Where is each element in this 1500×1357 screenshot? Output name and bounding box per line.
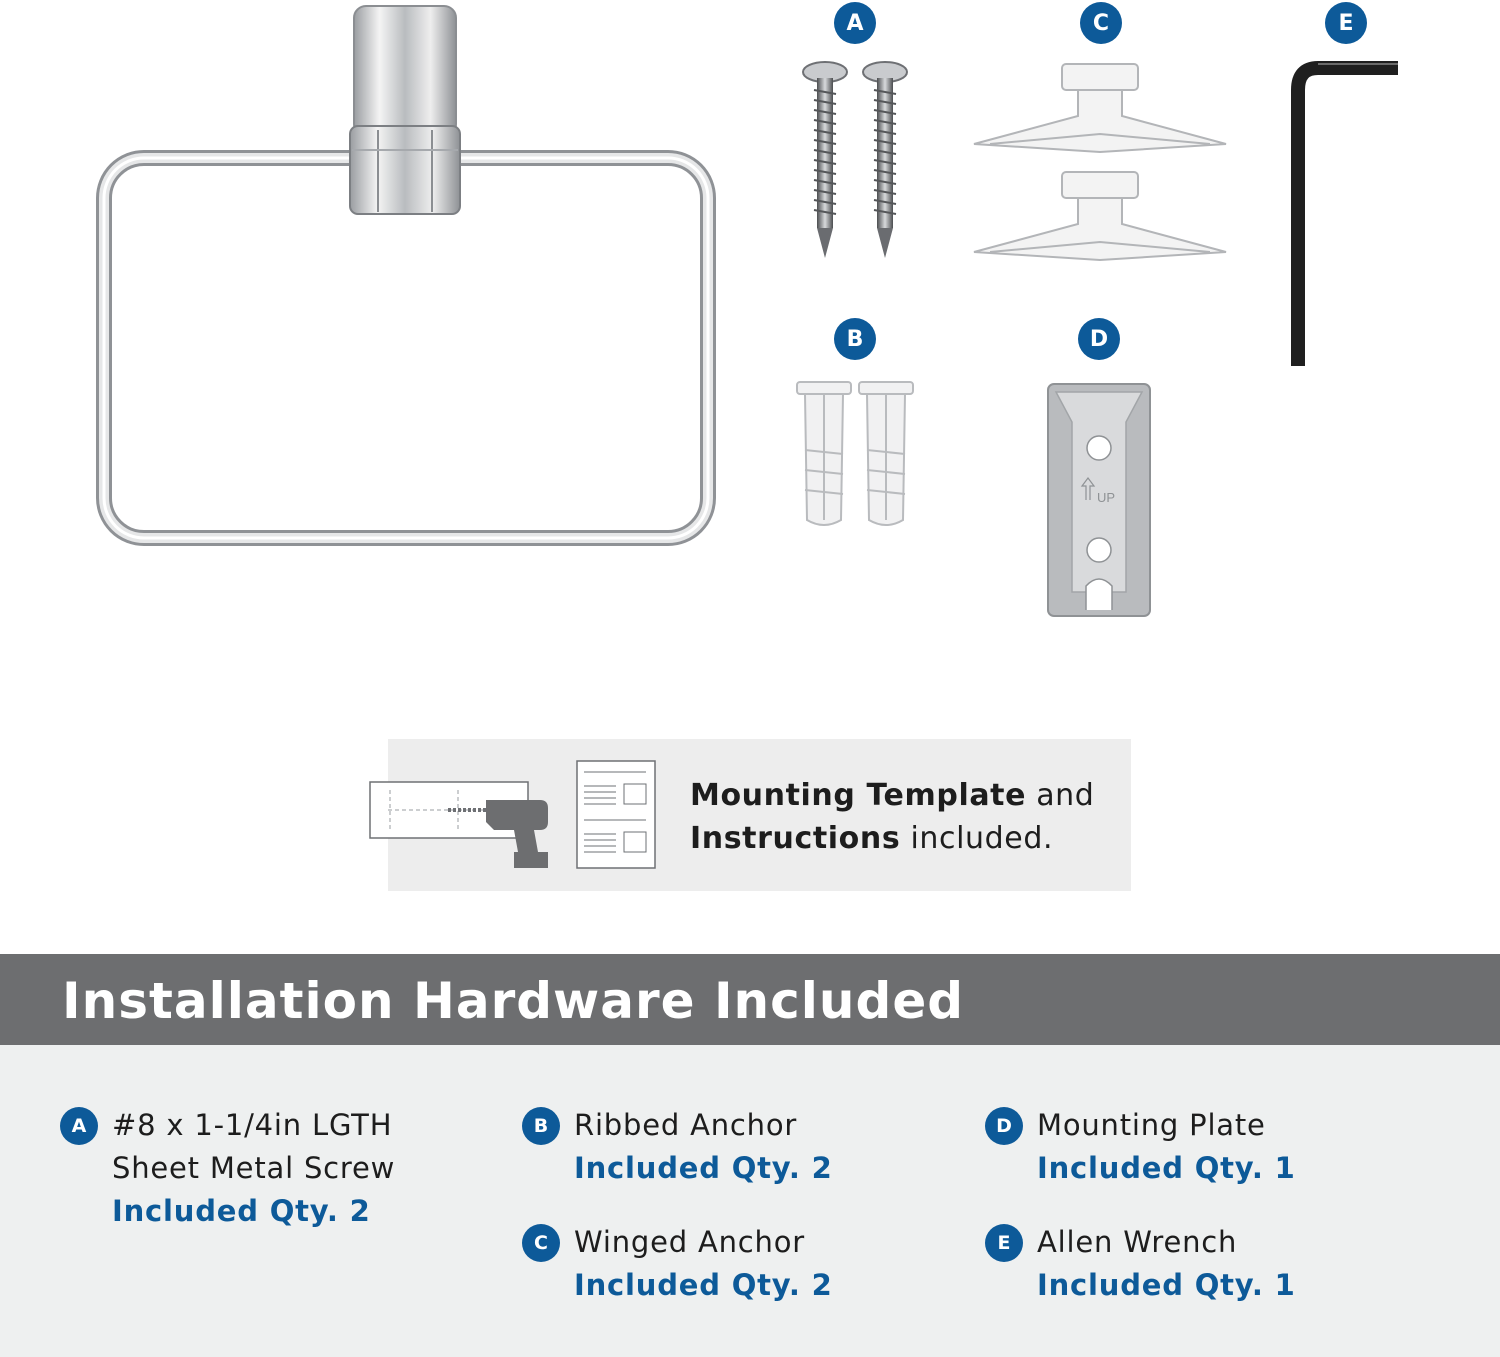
- part-a-badge: A: [834, 2, 876, 44]
- template-note-text2: included.: [900, 821, 1054, 856]
- part-b-badge: B: [834, 318, 876, 360]
- hardware-title: Installation Hardware Included: [62, 972, 965, 1030]
- hardware-item-b-qty: Included Qty. 2: [574, 1151, 833, 1185]
- hardware-item-b-badge: B: [522, 1107, 560, 1145]
- hardware-item-a-name-line1: #8 x 1-1/4in LGTH: [112, 1108, 393, 1142]
- hardware-item-d: [1037, 1104, 1296, 1190]
- template-note-text1: and: [1026, 778, 1095, 813]
- template-note-bold1: Mounting Template: [690, 778, 1027, 813]
- hardware-item-c-name: Winged Anchor: [574, 1225, 805, 1259]
- hardware-item-e-badge: E: [985, 1224, 1023, 1262]
- hardware-item-d-badge: D: [985, 1107, 1023, 1145]
- hardware-item-c-qty: Included Qty. 2: [574, 1268, 833, 1302]
- template-note-bold2: Instructions: [690, 821, 901, 856]
- hardware-item-b: [574, 1104, 833, 1190]
- drill-template-icon: [368, 780, 558, 872]
- winged-anchor-icon: [970, 60, 1230, 270]
- part-c-badge: C: [1080, 2, 1122, 44]
- hardware-item-e-qty: Included Qty. 1: [1037, 1268, 1296, 1302]
- hardware-item-c: [574, 1221, 833, 1307]
- instructions-document-icon: [576, 760, 658, 870]
- hardware-item-e-name: Allen Wrench: [1037, 1225, 1238, 1259]
- allen-wrench-icon: [1288, 60, 1403, 370]
- hardware-item-d-qty: Included Qty. 1: [1037, 1151, 1296, 1185]
- hardware-item-a-badge: A: [60, 1107, 98, 1145]
- hardware-item-a-qty: Included Qty. 2: [112, 1194, 371, 1228]
- plate-up-label: UP: [1097, 490, 1116, 505]
- screw-icon: [800, 60, 910, 260]
- part-d-badge: D: [1078, 318, 1120, 360]
- hardware-item-c-badge: C: [522, 1224, 560, 1262]
- hardware-item-e: [1037, 1221, 1296, 1307]
- hardware-item-d-name: Mounting Plate: [1037, 1108, 1266, 1142]
- hardware-item-b-name: Ribbed Anchor: [574, 1108, 798, 1142]
- template-note-text: [690, 774, 1130, 860]
- ribbed-anchor-icon: [795, 380, 920, 535]
- hardware-item-a-name-line2: Sheet Metal Screw: [112, 1151, 396, 1185]
- hardware-item-a: [112, 1104, 395, 1233]
- part-e-badge: E: [1325, 2, 1367, 44]
